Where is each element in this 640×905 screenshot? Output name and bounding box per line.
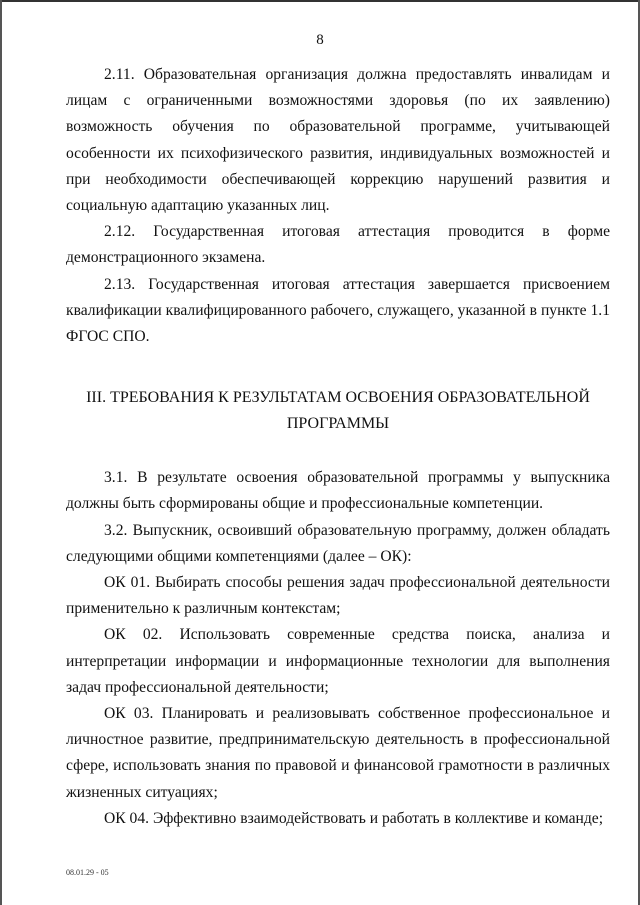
paragraph-3-1: 3.1. В результате освоения образовательной программы у выпускника должны быть сформированы общие и профессиональные компетенции. <box>66 469 610 513</box>
page-number: 8 <box>316 32 324 48</box>
competency-ok-03: ОК 03. Планировать и реализовывать собственное профессиональное и личностное развитие, предпринимательскую деятельность в профессиональной сфере, использовать знания по правовой и финансовой грамотности в различных жизненных ситуациях; <box>66 705 610 801</box>
paragraph-2-13: 2.13. Государственная итоговая аттестация завершается присвоением квалификации квалифицированного рабочего, служащего, указанной в пункте 1.1 ФГОС СПО. <box>66 275 610 346</box>
scan-border-top <box>0 0 640 2</box>
scan-border-left <box>0 0 2 905</box>
paragraph-2-11: 2.11. Образовательная организация должна предоставлять инвалидам и лицам с ограниченными возможностями здоровья (по их заявлению) возможность обучения по образовательной программе, учитывающей особенности их психофизического развития, индивидуальных возможностей и при необходимости обеспечивающей коррекцию нарушений развития и социальную адаптацию указанных лиц. <box>66 66 610 215</box>
competency-ok-01: ОК 01. Выбирать способы решения задач профессиональной деятельности применительно к различным контекстам; <box>66 574 610 618</box>
paragraph-3-2: 3.2. Выпускник, освоивший образовательную программу, должен обладать следующими общими компетенциями (далее – ОК): <box>66 521 610 565</box>
document-body <box>66 62 610 832</box>
section-heading: III. ТРЕБОВАНИЯ К РЕЗУЛЬТАТАМ ОСВОЕНИЯ ОБРАЗОВАТЕЛЬНОЙ ПРОГРАММЫ <box>86 389 590 433</box>
paragraph-2-12: 2.12. Государственная итоговая аттестация проводится в форме демонстрационного экзамена. <box>66 223 610 267</box>
footer-document-code: 08.01.29 - 05 <box>66 868 109 877</box>
competency-ok-02: ОК 02. Использовать современные средства поиска, анализа и интерпретации информации и информационные технологии для выполнения задач профессиональной деятельности; <box>66 626 610 696</box>
competency-ok-04: ОК 04. Эффективно взаимодействовать и работать в коллективе и команде; <box>104 809 604 827</box>
